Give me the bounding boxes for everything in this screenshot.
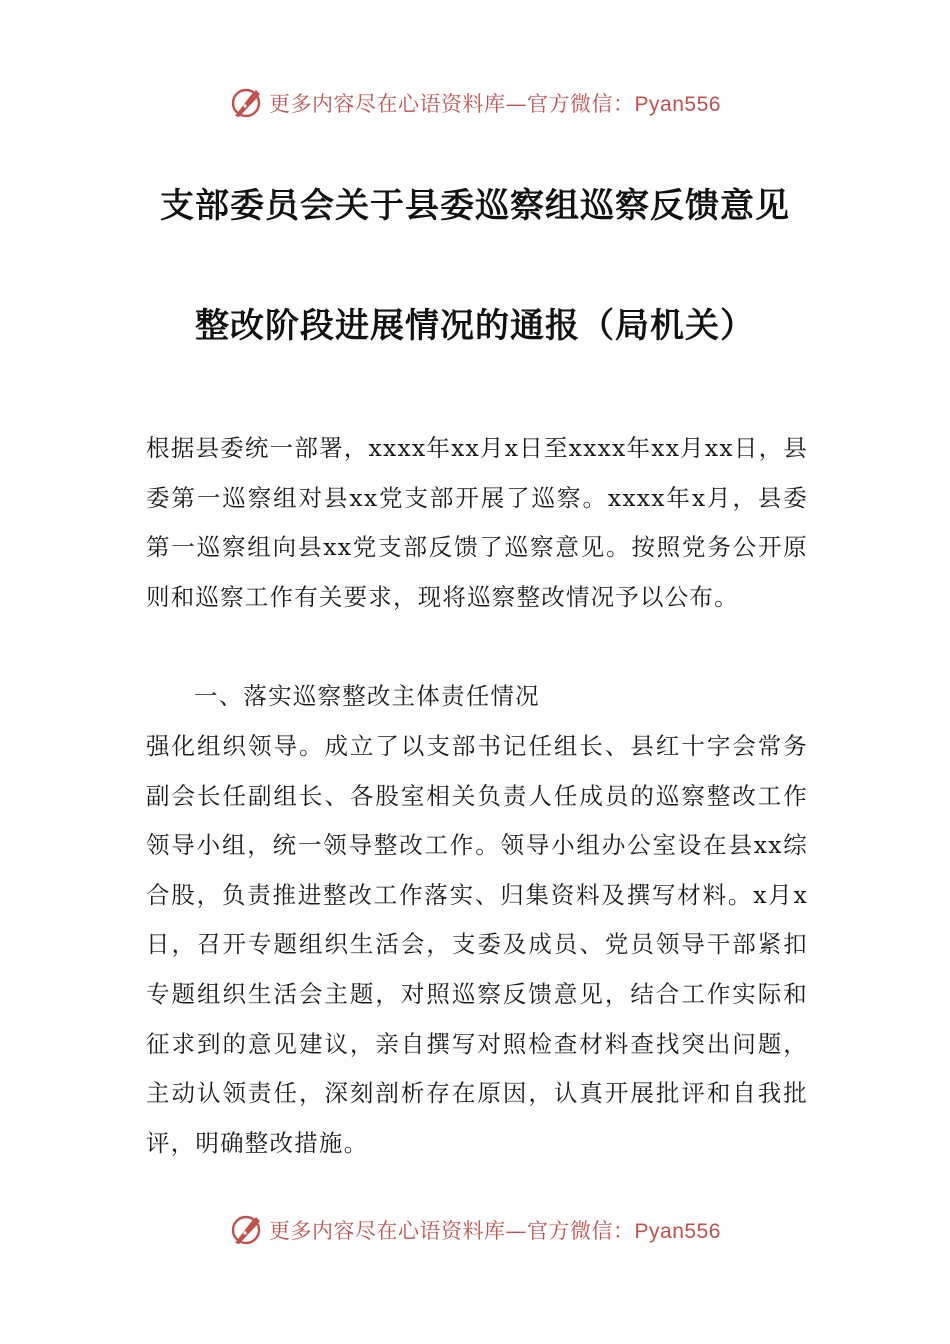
- wechat-id: Pyan556: [634, 93, 721, 116]
- document-title-line-1: 支部委员会关于县委巡察组巡察反馈意见: [160, 186, 790, 226]
- document-title-line-2: 整改阶段进展情况的通报（局机关）: [195, 306, 755, 346]
- header-watermark: [0, 83, 950, 123]
- section-paragraph: 强化组织领导。成立了以支部书记任组长、县红十字会常务副会长任副组长、各股室相关负责人任成员的巡察整改工作领导小组，统一领导整改工作。领导小组办公室设在县xx综合股，负责推进整改工作落实、归集资料及撰写材料。x月x日，召开专题组织生活会，支委及成员、党员领导干部紧扣专题组织生活会主题，对照巡察反馈意见，结合工作实际和征求到的意见建议，亲自撰写对照检查材料查找突出问题，主动认领责任，深刻剖析存在原因，认真开展批评和自我批评，明确整改措施。: [146, 732, 808, 1157]
- footer-watermark: [0, 1210, 950, 1250]
- watermark-text: 更多内容尽在心语资料库—官方微信：Pyan556: [269, 92, 721, 116]
- watermark-text: 更多内容尽在心语资料库—官方微信：Pyan556: [269, 1219, 721, 1243]
- intro-paragraph: 根据县委统一部署，xxxx年xx月x日至xxxx年xx月xx日，县委第一巡察组对县xx党支部开展了巡察。xxxx年x月，县委第一巡察组向县xx党支部反馈了巡察意见。按照党务公开原则和巡察工作有关要求，现将巡察整改情况予以公布。: [146, 434, 808, 611]
- section-heading: 一、落实巡察整改主体责任情况: [194, 682, 540, 710]
- wechat-id: Pyan556: [634, 1220, 721, 1243]
- pen-nib-circle-icon: [229, 86, 263, 120]
- pen-nib-circle-icon: [229, 1213, 263, 1247]
